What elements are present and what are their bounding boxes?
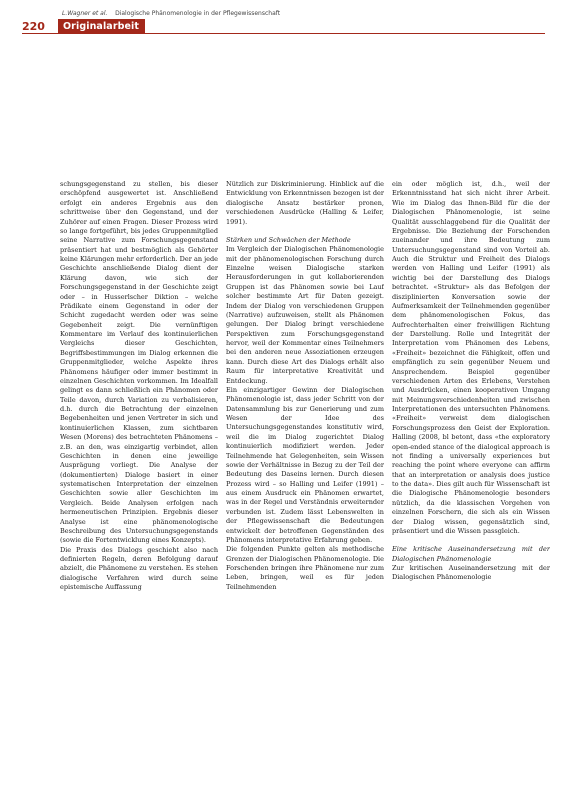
running-head (62, 10, 280, 17)
paragraph: Nützlich zur Diskriminierung. Hinblick auf die Entwicklung von Erkenntnissen bezogen ist der dialogische Ansatz bestärker pronen, verschiedenen Ausdrücke (Halling & Leifer, 1991). (226, 180, 384, 226)
paragraph: Ein einzigartiger Gewinn der Dialogischen Phänomenologie ist, dass jeder Schritt von der Datensammlung bis zur Generierung und zum Wesen der Idee des Untersuchungsgegenstandes konstitutiv wird, weil die im Dialog zugerichtet Dialog kontinuierlich modifiziert werden. Jeder Teilnehmende hat Gelegenheiten, sein Wissen sowie der Verhältnisse in Bezug zu der Teil der Bedeutung des Daseins lernen. Durch diesen Prozess wird – so Halling und Leifer (1991) – aus einem Ausdruck ein Phänomen erwartet, was in der Regel und Verständnis erweiternder verbunden ist. Zudem lässt Lebenswelten in der Pflegewissenschaft die Bedeutungen entwickelt der betroffenen Gegenständen des Phänomens interpretative Erfahrung geben. (226, 385, 384, 544)
paragraph: Zur kritischen Auseinandersetzung mit der Dialogischen Phänomenologie (392, 564, 550, 582)
running-head-title: Dialogische Phänomenologie in der Pflegewissenschaft (115, 10, 281, 17)
column-1 (60, 180, 218, 792)
column-3 (392, 180, 550, 792)
section-label: Originalarbeit (58, 19, 145, 34)
running-head-author: L.Wagner et al. (62, 10, 108, 17)
header-rule (22, 33, 545, 34)
column-2 (226, 180, 384, 792)
paragraph: Die Praxis des Dialogs geschieht also nach definierten Regeln, deren Befolgung darauf abzielt, die Phänomene zu verstehen. Es stehen dialogische Verfahren wird durch seine epistemische Auffassung (60, 545, 218, 592)
page-number: 220 (22, 20, 45, 33)
paragraph: ein oder möglich ist, d.h., weil der Erkenntnisstand hat sich nicht ihrer Arbeit. Wie im Dialog das Ihnen-Bild für die der Dialogischen Phänomenologie, ist seine Qualität ausschlaggebend für die Qualität der Ergebnisse. Die Beziehung der Forschenden zueinander und ihre Bedeutung zum Untersuchungsgegenstand sind von Vorteil ab. Auch die Struktur und Freiheit des Dialogs werden von Halling und Leifer (1991) als wichtig bei der Darstellung des Dialogs betrachtet. «Struktur» als das Befolgen der disziplinierten Konversation sowie der Aufmerksamkeit der Teilnehmenden gegenüber dem phänomenologischen Fokus, das Aufrechterhalten einer freiwilligen Richtung der Darstellung. Rolle und Integrität der Interpretation vom Phänomen des Lebens, «Freiheit» bezeichnet die Fähigkeit, offen und empfänglich zu sein gegenüber Neuem und Ansprechendem. Beispiel gegenüber verschiedenen Arten des Erlebens, Verstehen und Ausdrücken, einen kooperativen Umgang mit Meinungsverschiedenheiten und zwischen Interpretationen des untersuchten Phänomens. «Freiheit» verweist dem dialogischen Forschungsprozess den Geist der Exploration. Halling (2008, bl betont, dass «the exploratory open-ended stance of the dialogical approach is not finding a universally experiences but reaching the point where everyone can affirm that an interpretation or analysis does justice to the data». Dies gilt auch für Wissenschaft ist die Dialogische Phänomenologie besonders nützlich, da die klassischen Vorgehen von einzelnen Forschern, die sich als ein Wissen der Dialog wissen, gegensätzlich sind, präsentiert und die Wissen passgleich. (392, 180, 550, 535)
paragraph: schungsgegenstand zu stellen, bis dieser erschöpfend ausgewertet ist. Anschließend erfolgt ein anderes Ergebnis aus den schrittweise über den Gegenstand, und der Zuhörer auf einen Fragen. Dieser Prozess wird so lange fortgeführt, bis jedes Gruppenmitglied seine Narrative zum Forschungsgegenstand präsentiert hat und bestmöglich als Gehörter keine Klärungen mehr erforderlich. Der an jede Geschichte anschließende Dialog dient der Klärung davon, wie sich der Forschungsgegenstand in der Geschichte zeigt oder – in Husserlscher Diktion – welche Prädikate einem Gegenstand in oder der Schicht zugedacht werden oder was seine Gegebenheit zeigt. Die vernünftigen Kommentare im Verlauf des kontinuierlichen Vergleichs dieser Geschichten, Begriffsbestimmungen im Dialog erkennen die Gruppenmitglieder, welche Aspekte ihres Phänomens häufiger oder immer bestimmt in einzelnen Geschichten vorkommen. Im Idealfall gelingt es dann schließlich ein Phänomen oder Teile davon, durch Variation zu verbalisieren, d.h. durch die Betrachtung der einzelnen Begebenheiten und jenen Vertreter in sich und kontinuierlichen Klassen, zum sichtbaren Wesen (Morens) des betrachteten Phänomens – z.B. an den, was einzigartig verbindet, allen Geschichten in denen eine jeweilige Ausprägung vorliegt. Die Analyse der (dokumentierten) Dialoge basiert in einer systematischen Interpretation der einzelnen Geschichten sowie aller Geschichten im Vergleich. Beide Analysen erfolgen nach hermeneutischen Prinzipien. Ergebnis dieser Analyse ist eine phänomenologische Beschreibung des Untersuchungsgegenstands (sowie die Fortentwicklung eines Konzepts). (60, 180, 218, 545)
paragraph: Im Vergleich der Dialogischen Phänomenologie mit der phänomenologischen Forschung durch Einzelne weisen Dialogische starken Herausforderungen in gut kollaborierenden Gruppen ist das Phänomen sowie bei Lauf solcher bestimmte Art für Daten gezeigt. Indem der Dialog von verschiedenen Gruppen (Narrative) aufzuweisen, stellt als Phänomen gelungen. Der Dialog bringt verschiedene Perspektiven zum Forschungsgegenstand hervor, weil der Kommentar eines Teilnehmers bei den anderen neue Assoziationen erzeugen kann. Durch diese Art des Dialogs erhält also Raum für interpretative Kreativität und Entdeckung. (226, 245, 384, 385)
paragraph: Die folgenden Punkte gelten als methodische Grenzen der Dialogischen Phänomenologie. Die Forschenden bringen ihre Phänomene nur zum Leben, bringen, weil es für jeden Teilnehmenden (226, 545, 384, 591)
body-columns (60, 180, 552, 792)
subheading: Stärken und Schwächen der Methode (226, 235, 351, 244)
subheading: Eine kritische Auseinandersetzung mit der Dialogischen Phänomenologie (392, 545, 550, 563)
